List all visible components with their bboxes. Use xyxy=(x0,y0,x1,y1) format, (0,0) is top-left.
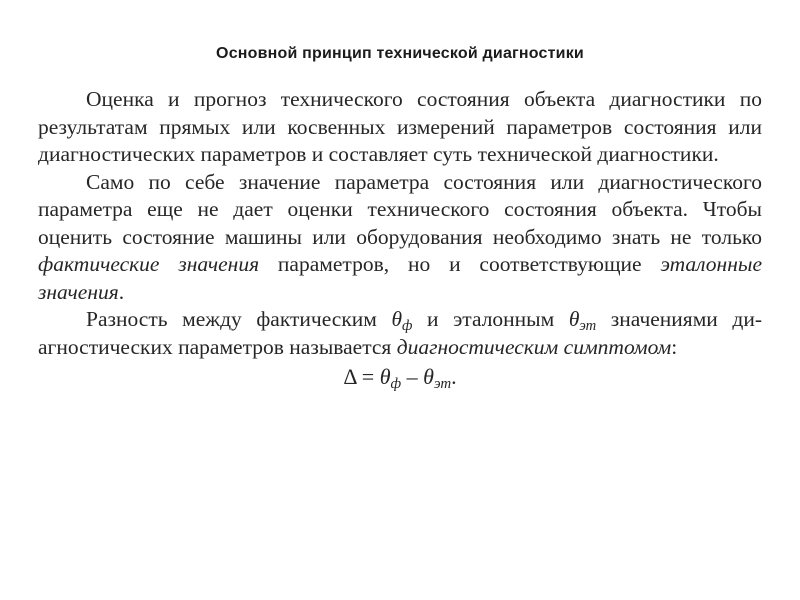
slide-title: Основной принцип технической диагностики xyxy=(216,45,584,62)
paragraph-evaluation-principle: Оценка и прогноз технического состояния объекта диагностики по результатам прямых или косвенных измерений параметров состояния или диагностических параметров и составляет суть технической диагностики. xyxy=(38,87,762,166)
paragraph-parameter-values: Само по себе значение параметра состояния или диагностического параметра еще не дает оценки технического состояния объекта. Чтобы оценить состояние машины или оборудования необходимо знать не только фактические значения параметров, но и соответствующие эталонные значения. xyxy=(38,169,762,304)
formula-delta-theta: $\Delta = \theta_ф - \theta_{эт}$. xyxy=(343,364,457,393)
body-text-block xyxy=(38,86,762,391)
paragraph-diagnostic-symptom: Разность между фактическим $\theta_ф$ и эталонным $\theta_{эт}$ значениями диагностических параметров называется диагностическим симптомом: xyxy=(38,307,763,359)
